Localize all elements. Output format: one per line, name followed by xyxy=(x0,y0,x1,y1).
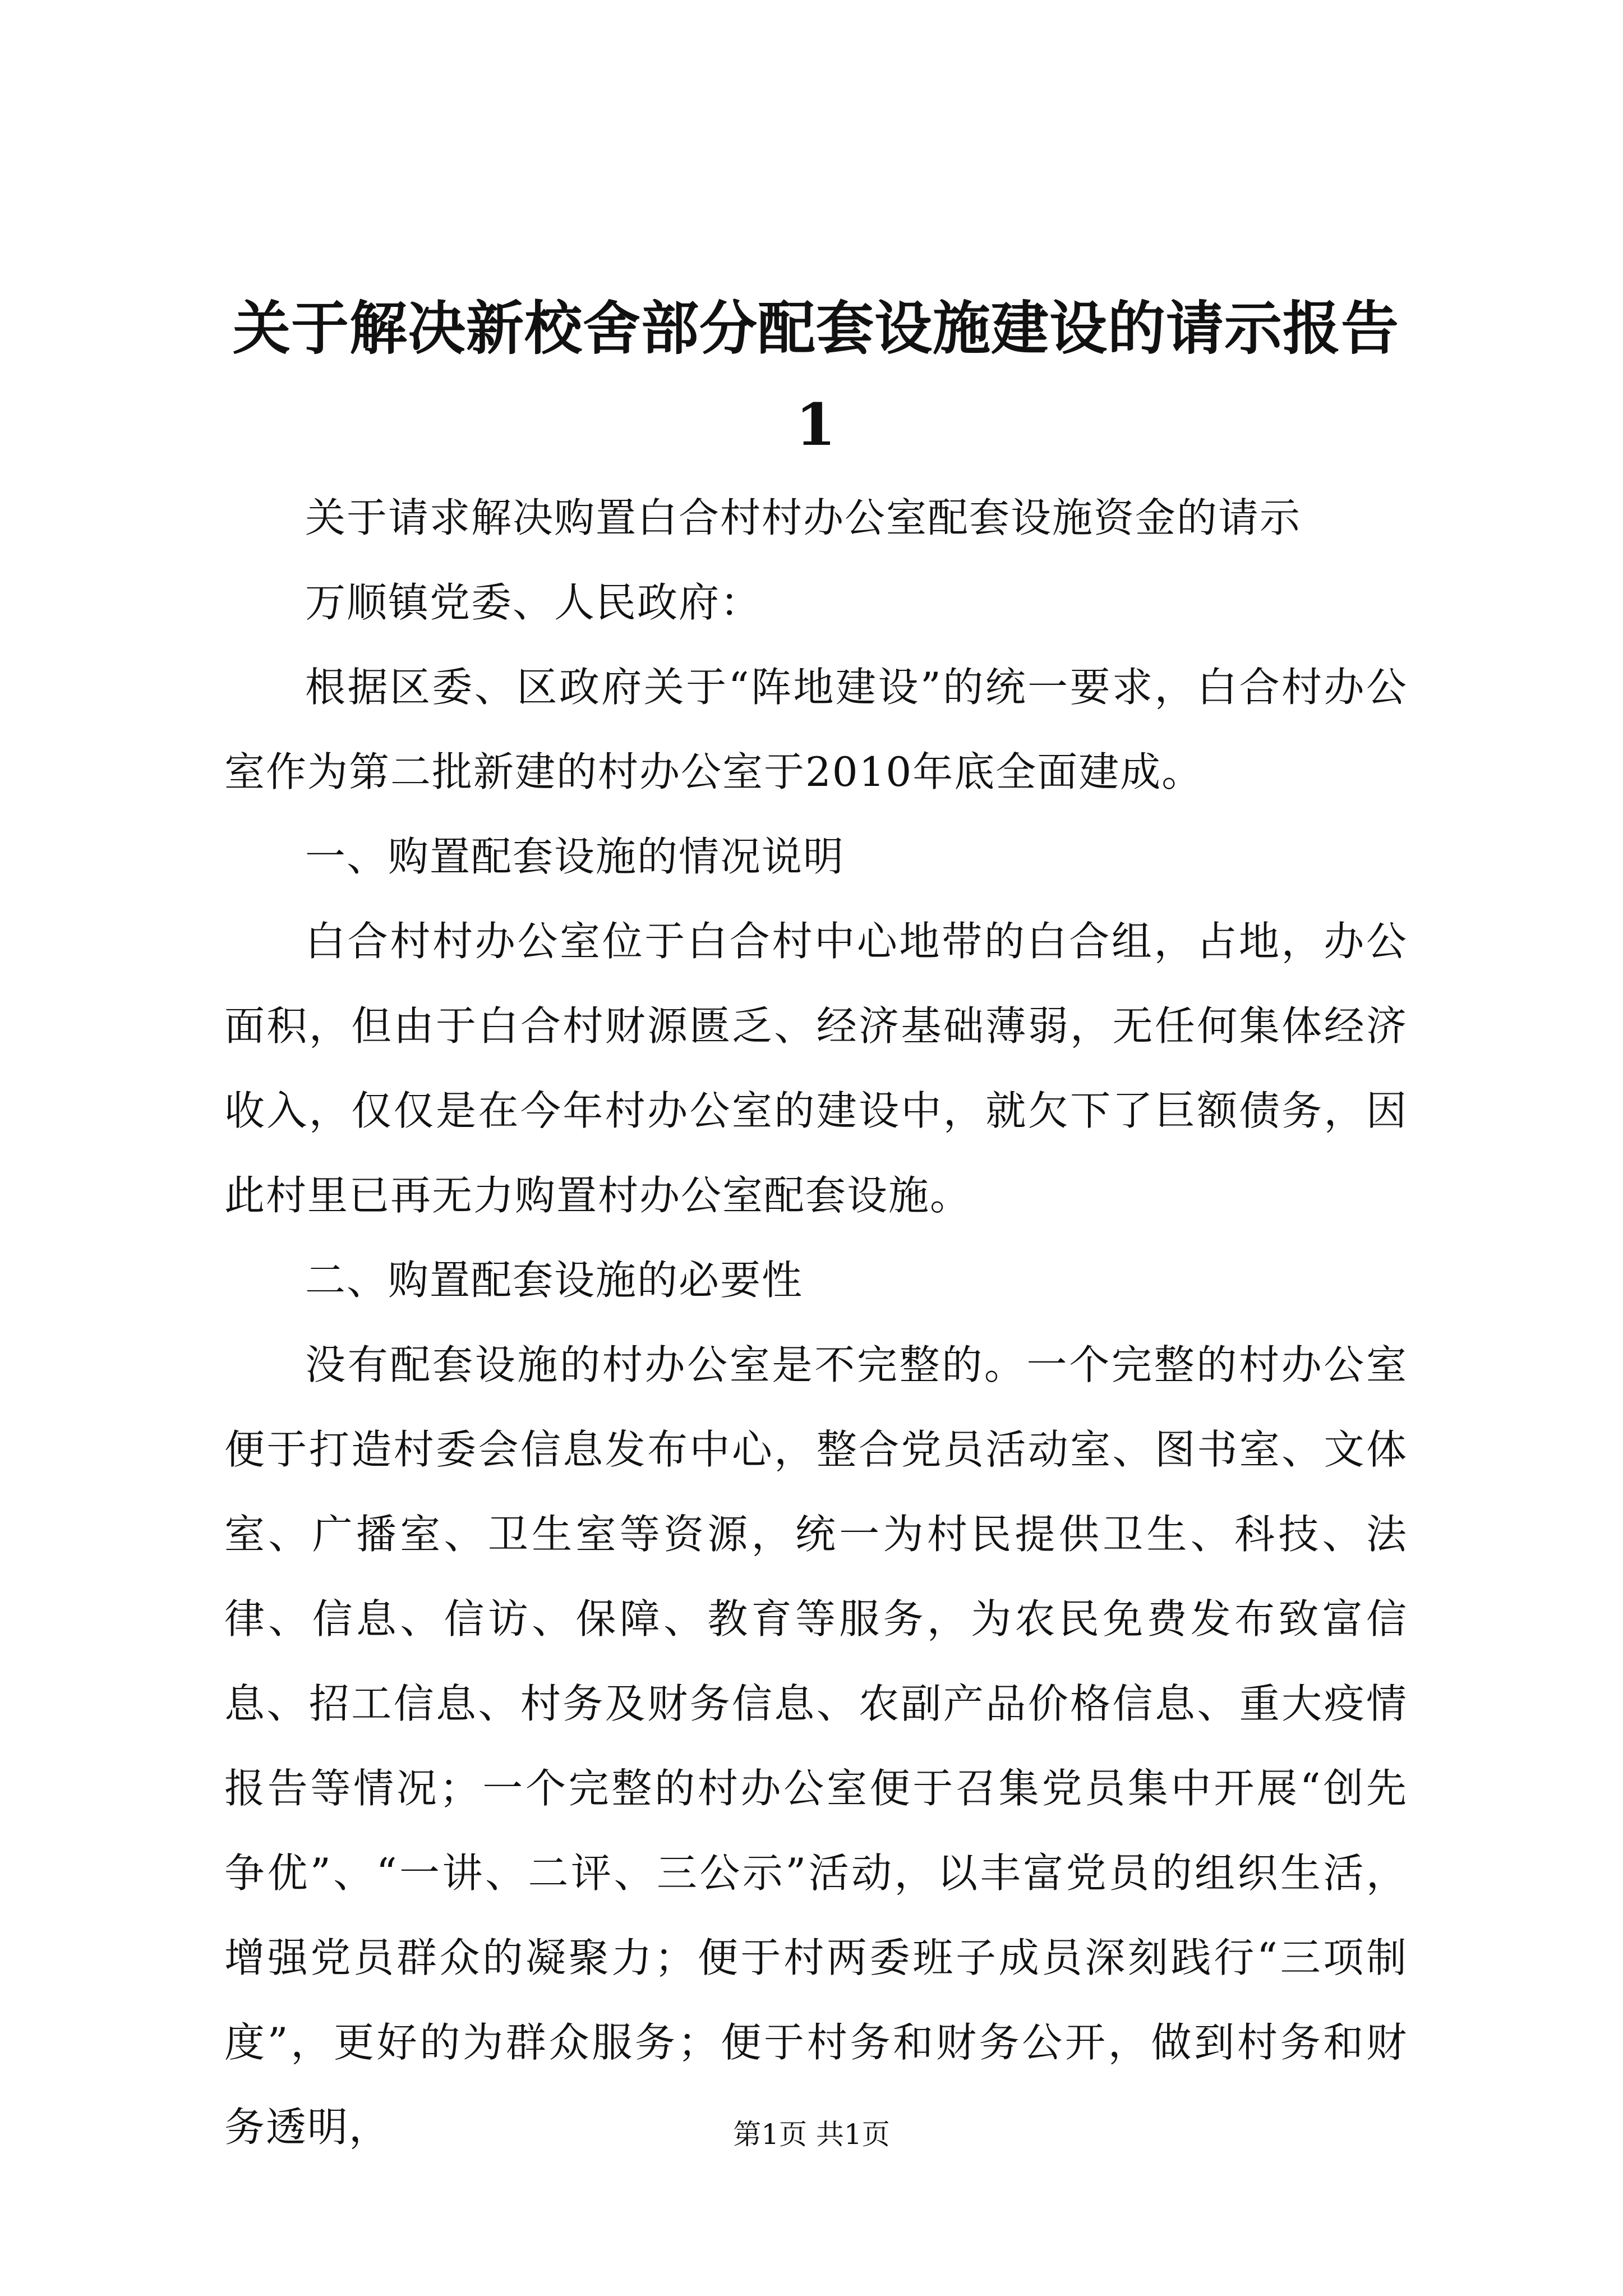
document-content xyxy=(224,280,1408,2170)
document-body xyxy=(224,476,1408,2170)
section-heading-necessity: 二、购置配套设施的必要性 xyxy=(305,1257,804,1304)
paragraph-situation: 白合村村办公室位于白合村中心地带的白合组，占地，办公面积，但由于白合村财源匮乏、经济基础薄弱，无任何集体经济收入，仅仅是在今年村办公室的建设中，就欠下了巨额债务，因此村里已再无力购置村办公室配套设施。 xyxy=(224,918,1408,1219)
document-title: 关于解决新校舍部分配套设施建设的请示报告1 xyxy=(233,295,1399,459)
section-heading-situation: 一、购置配套设施的情况说明 xyxy=(305,833,845,880)
paragraph-necessity: 没有配套设施的村办公室是不完整的。一个完整的村办公室便于打造村委会信息发布中心，整合党员活动室、图书室、文体室、广播室、卫生室等资源，统一为村民提供卫生、科技、法律、信息、信访、保障、教育等服务，为农民免费发布致富信息、招工信息、村务及财务信息、农副产品价格信息、重大疫情报告等情况；一个完整的村办公室便于召集党员集中开展“创先争优”、“一讲、二评、三公示”活动，以丰富党员的组织生活，增强党员群众的凝聚力；便于村两委班子成员深刻践行“三项制度”，更好的为群众服务；便于村务和财务公开，做到村务和财务透明， xyxy=(224,1341,1408,2151)
paragraph-background: 根据区委、区政府关于“阵地建设”的统一要求，白合村办公室作为第二批新建的村办公室于2010年底全面建成。 xyxy=(224,664,1408,795)
paragraph-request-subject: 关于请求解决购置白合村村办公室配套设施资金的请示 xyxy=(305,494,1302,541)
page-footer: 第1页 共1页 xyxy=(733,2118,890,2151)
paragraph-addressee: 万顺镇党委、人民政府： xyxy=(305,579,762,626)
